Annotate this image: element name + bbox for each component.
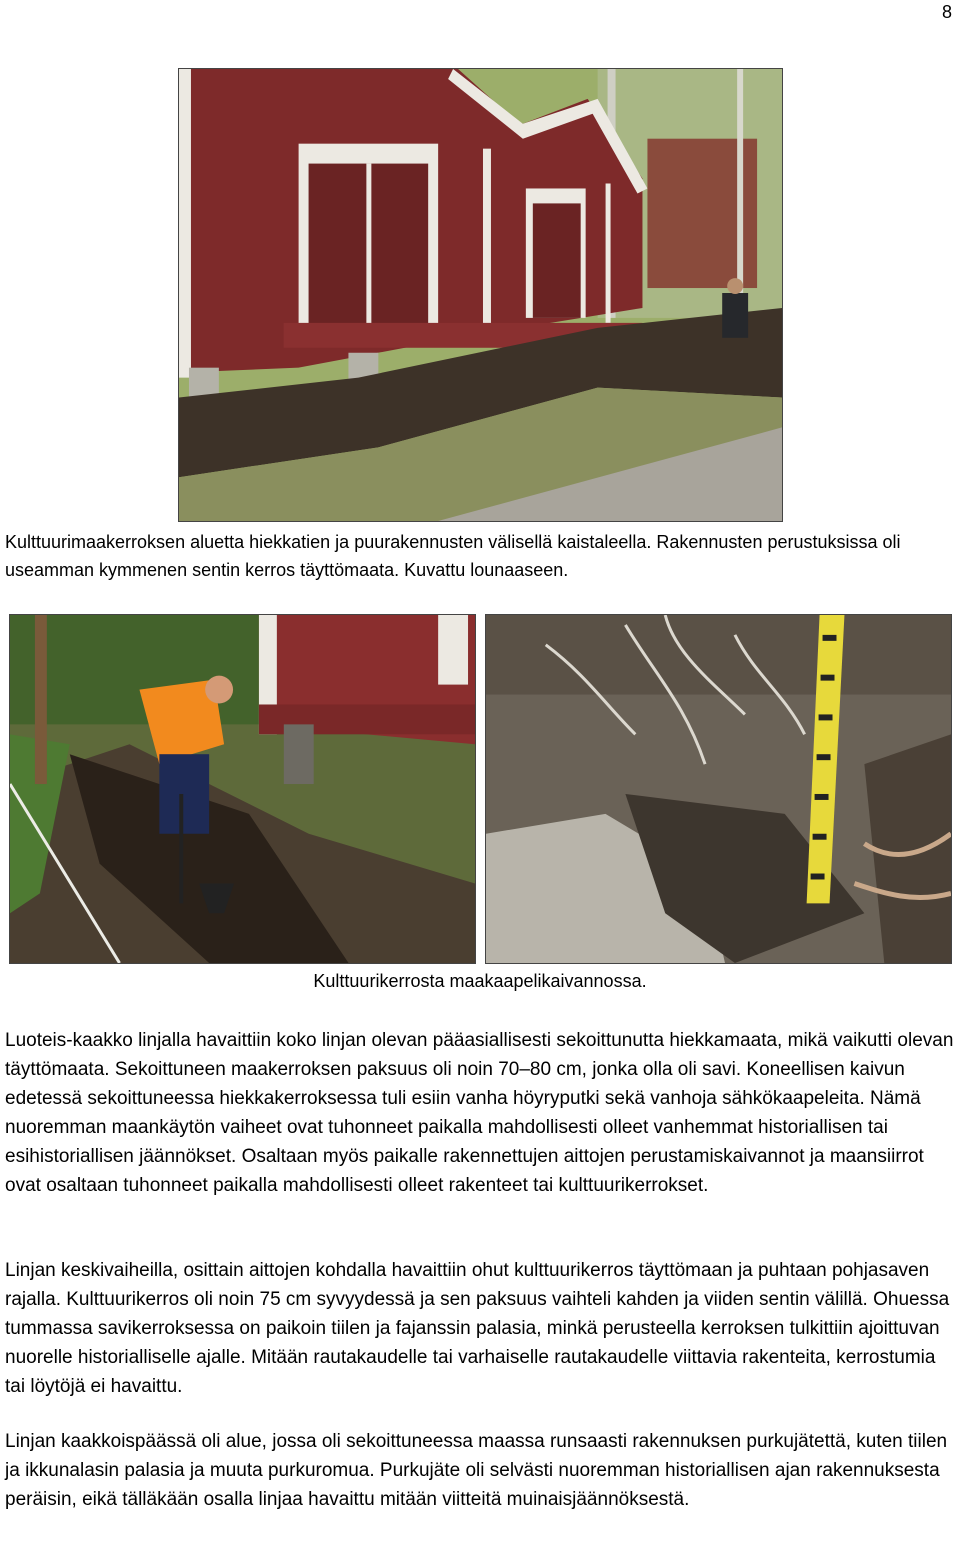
- paragraph-mixed-sand: Luoteis-kaakko linjalla havaittiin koko linjan olevan pääasiallisesti sekoittunutta hiekkamaata, mikä vaikutti olevan täyttömaata. Sekoittuneen maakerroksen paksuus oli noin 70–80 cm, jonka olla oli savi. Koneellisen kaivun edetessä sekoittuneessa hiekkakerroksessa tuli esiin vanha höyryputki sekä vanhoja sähkökaapeleita. Nämä nuoremman maankäytön vaiheet ovat tuhonneet paikalla mahdollisesti olleet vanhemmat historiallisen tai esihistoriallisen jäännökset. Osaltaan myös paikalle rakennettujen aittojen perustamiskaivannot ja maansiirrot ovat osaltaan tuhonneet paikalla mahdollisesti olleet rakenteet tai kulttuurikerrokset.: [5, 1030, 954, 1196]
- photo-storehouses: [178, 68, 783, 522]
- caption-storehouses: Kulttuurimaakerroksen aluetta hiekkatien ja puurakennusten välisellä kaistaleella. Rakennusten perustuksissa oli useamman kymmenen sentin kerros täyttömaata. Kuvattu lounaaseen.: [5, 532, 901, 580]
- page-number: 8: [941, 2, 952, 22]
- photo-soil-profile: [485, 614, 952, 964]
- photo-worker-digging-trench-icon: [10, 615, 475, 963]
- photo-soil-profile-measuring-staff-icon: [486, 615, 951, 963]
- paragraph-demolition-waste: Linjan kaakkoispäässä oli alue, jossa oli sekoittuneessa maassa runsaasti rakennuksen purkujätettä, kuten tiilen ja ikkunalasin palasia ja muuta purkuromua. Purkujäte oli selvästi nuoremman historiallisen ajan rakennuksesta peräisin, eikä tälläkään osalla linjaa havaittu mitään viitteitä muinaisjäännöksestä.: [5, 1431, 948, 1510]
- photo-worker-digging: [9, 614, 476, 964]
- caption-cable-trench: Kulttuurikerrosta maakaapelikaivannossa.: [313, 971, 647, 991]
- photo-wooden-storehouses-trench-icon: [179, 69, 782, 521]
- paragraph-culture-layer: Linjan keskivaiheilla, osittain aittojen kohdalla havaittiin ohut kulttuurikerros täyttömaan ja puhtaan pohjasaven rajalla. Kulttuurikerros oli noin 75 cm syvyydessä ja sen paksuus vaihteli kahden ja viiden sentin välillä. Ohuessa tummassa savikerroksessa on paikoin tiilen ja fajanssin palasia, minkä perusteella kerroksen tulkittiin ajoittuvan nuorelle historialliselle ajalle. Mitään rautakaudelle tai varhaiselle rautakaudelle viittavia rakenteita, kerrostumia tai löytöjä ei havaittu.: [5, 1260, 950, 1397]
